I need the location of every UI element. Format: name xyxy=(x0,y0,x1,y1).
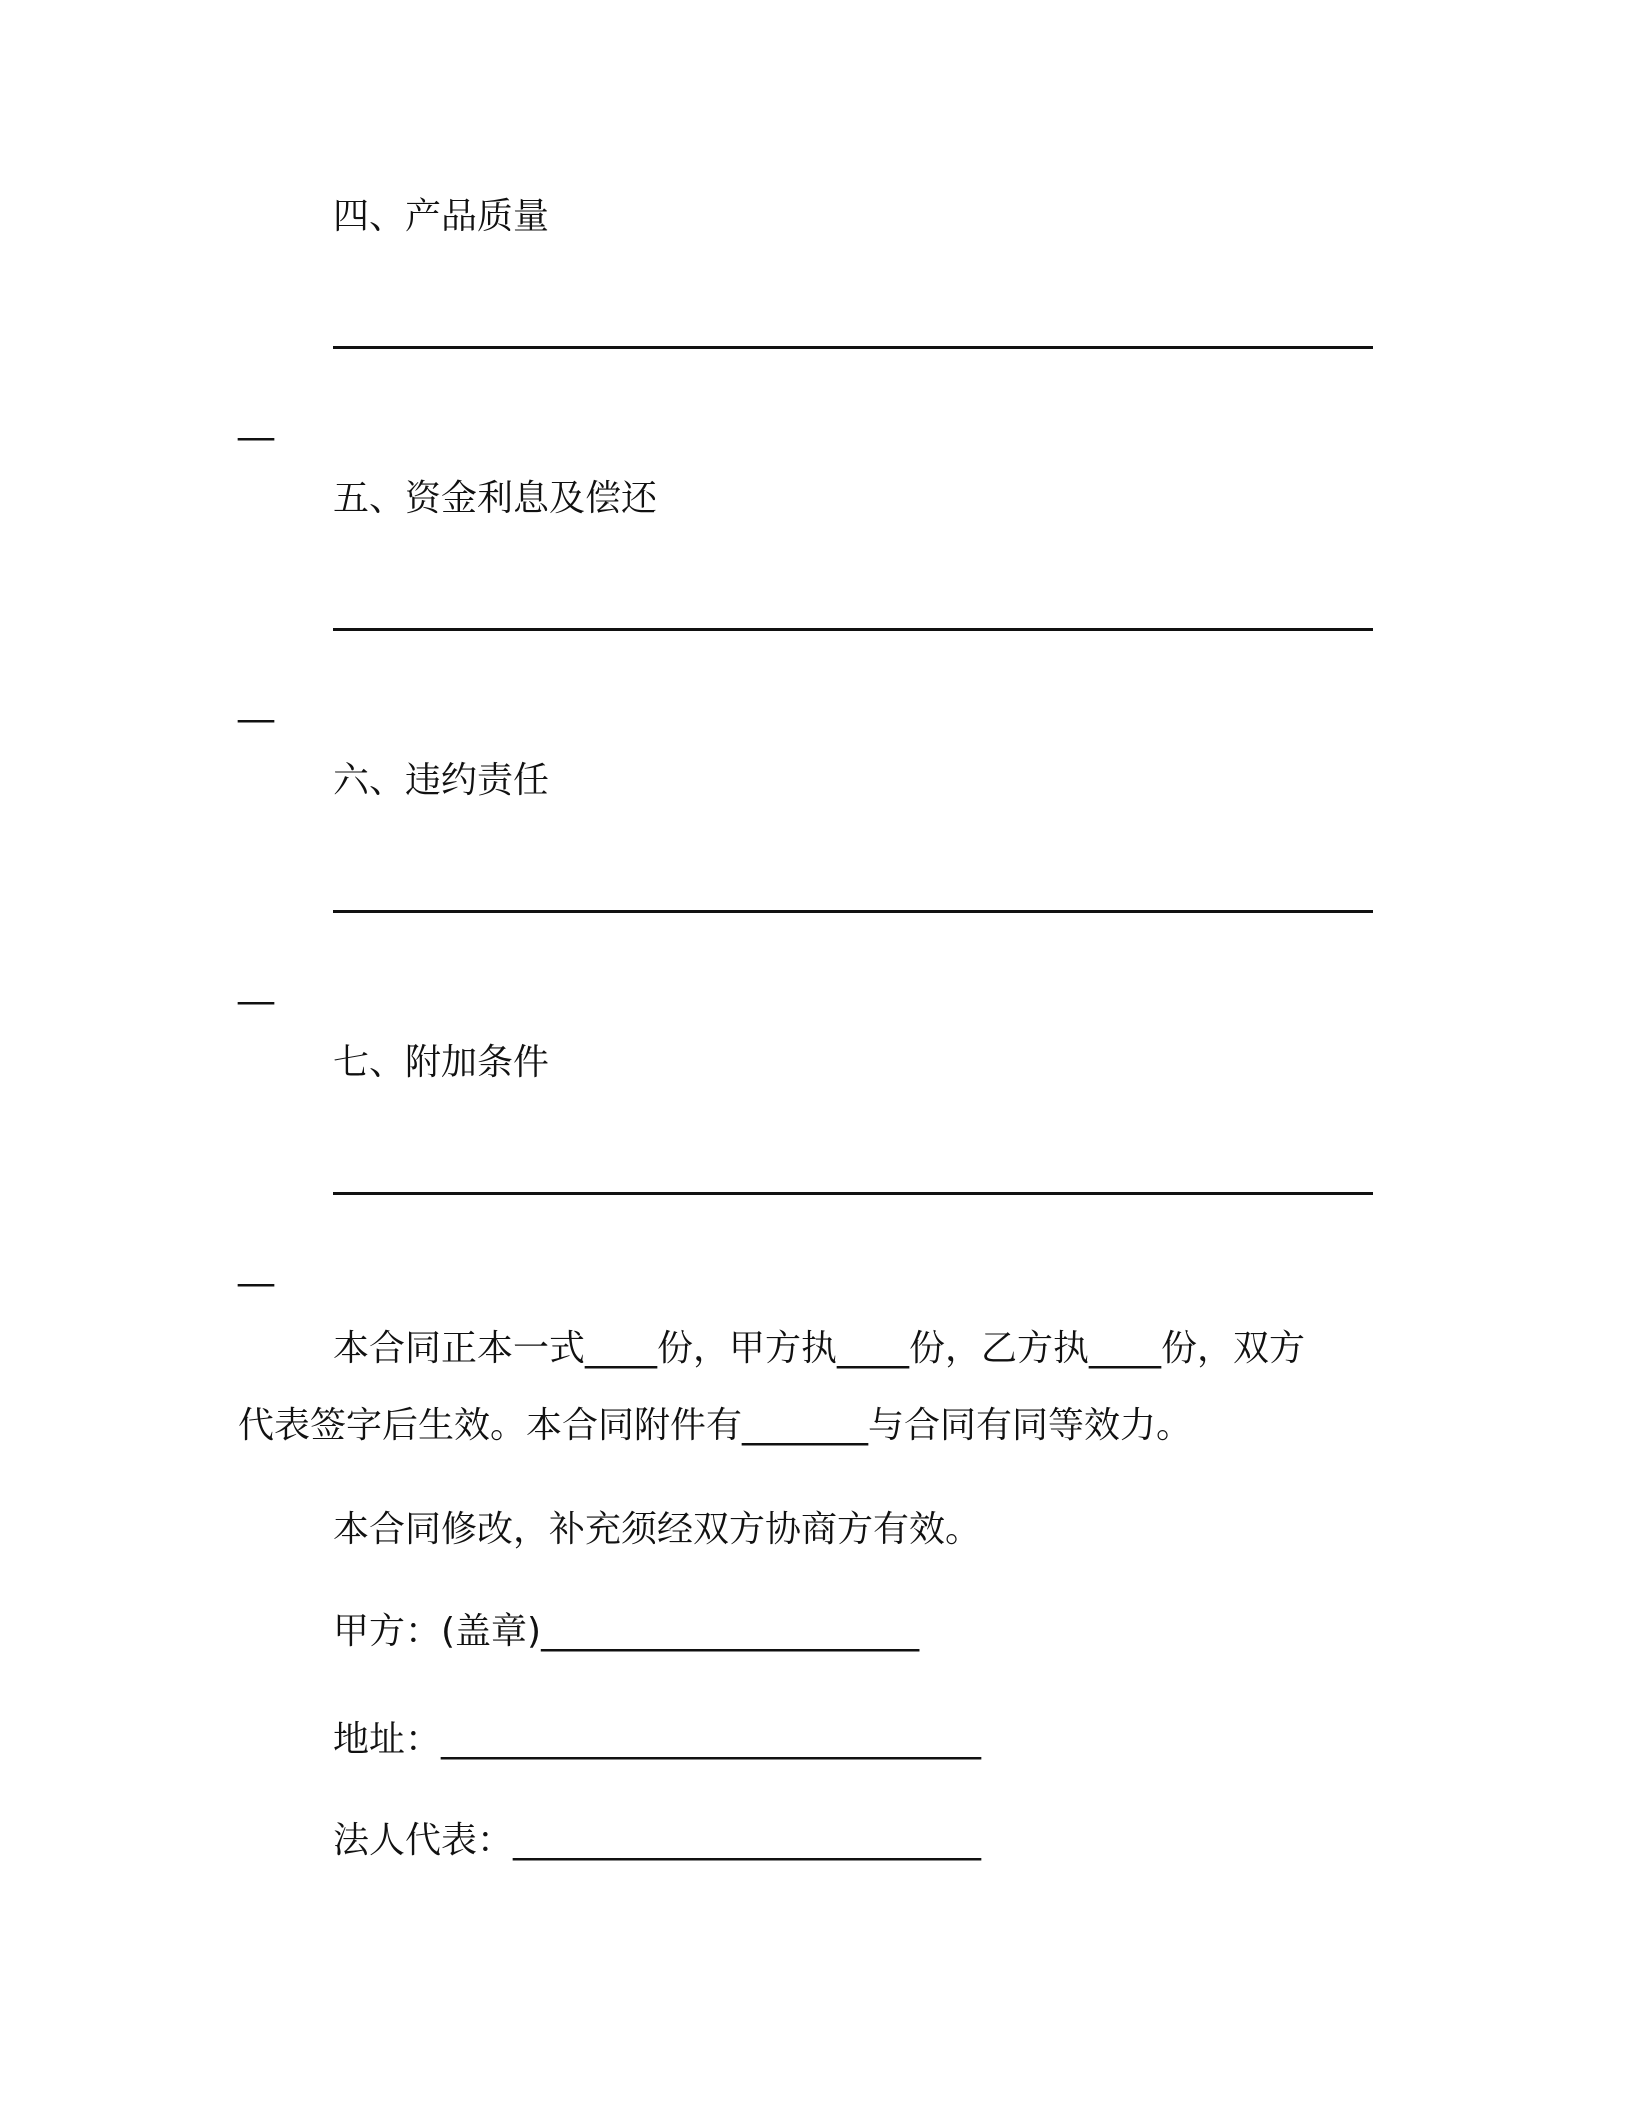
blank-continuation: __ xyxy=(238,1246,274,1287)
section-heading-quality: 四、产品质量 xyxy=(333,196,550,237)
paragraph-copies-line1: 本合同正本一式____份，甲方执____份，乙方执____份，双方 xyxy=(333,1328,1306,1369)
paragraph-copies-line2: 代表签字后生效。本合同附件有_______与合同有同等效力。 xyxy=(238,1405,1193,1446)
blank-fill-line xyxy=(333,628,1373,631)
blank-fill-line xyxy=(333,1192,1373,1195)
blank-fill-line xyxy=(333,910,1373,913)
section-heading-additional-conditions: 七、附加条件 xyxy=(333,1042,550,1083)
legal-representative-field: 法人代表：__________________________ xyxy=(333,1820,982,1861)
party-a-seal-field: 甲方：(盖章)_____________________ xyxy=(333,1611,920,1652)
blank-continuation: __ xyxy=(238,964,274,1005)
blank-fill-line xyxy=(333,346,1373,349)
section-heading-funds-interest: 五、资金利息及偿还 xyxy=(333,478,658,519)
blank-continuation: __ xyxy=(238,682,274,723)
blank-continuation: __ xyxy=(238,400,274,441)
paragraph-amendments: 本合同修改，补充须经双方协商方有效。 xyxy=(333,1509,982,1550)
address-field: 地址：______________________________ xyxy=(333,1719,982,1760)
section-heading-breach-liability: 六、违约责任 xyxy=(333,760,550,801)
